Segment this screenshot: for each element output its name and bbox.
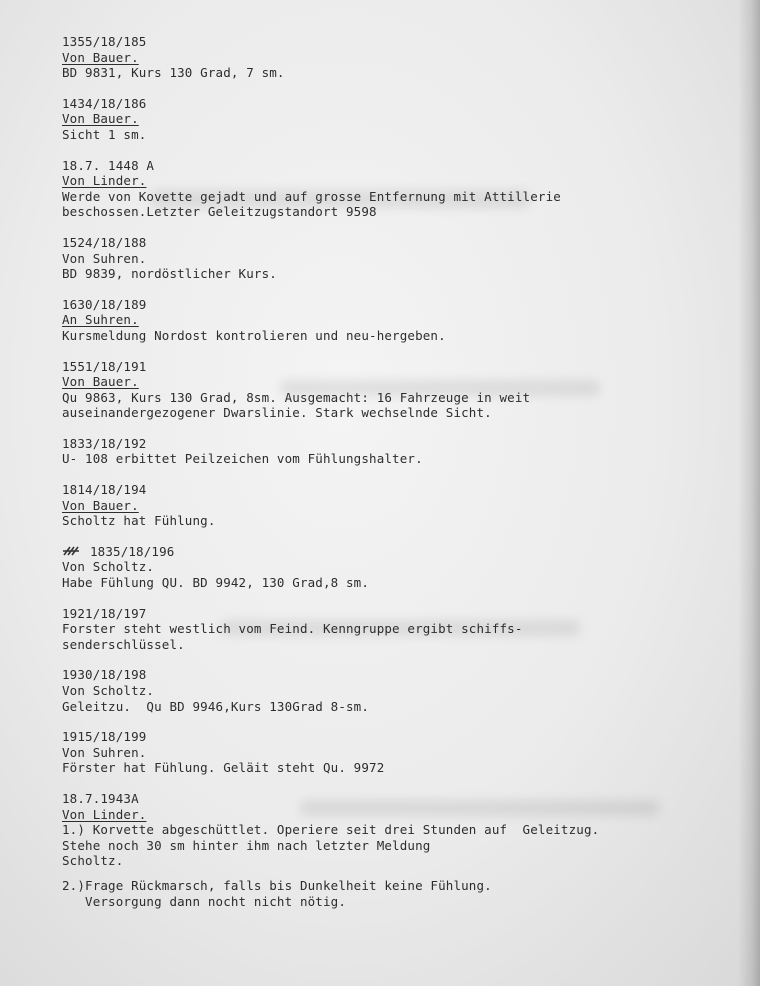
entry-header: 1921/18/197 <box>62 605 147 621</box>
entry-line: senderschlüssel. <box>62 636 185 652</box>
entry-line: Werde von Kovette gejadt und auf grosse Entfernung mit Attillerie <box>62 188 561 204</box>
log-entry <box>62 436 742 467</box>
entry-from: Von Bauer. <box>62 49 139 65</box>
entry-header: 1915/18/199 <box>62 729 147 745</box>
log-entry <box>62 297 742 344</box>
entry-from: Von Scholtz. <box>62 559 155 575</box>
entry-header: 18.7. 1448 A <box>62 157 155 173</box>
log-entry <box>62 34 742 81</box>
entry-line: BD 9839, nordöstlicher Kurs. <box>62 266 277 282</box>
entry-from: An Suhren. <box>62 312 139 328</box>
entry-spacer <box>62 869 742 878</box>
entry-from: Von Bauer. <box>62 497 139 513</box>
entry-header: 1551/18/191 <box>62 358 147 374</box>
entry-line: beschossen.Letzter Geleitzugstandort 9598 <box>62 204 377 220</box>
entry-line: Kursmeldung Nordost kontrolieren und neu-hergeben. <box>62 327 446 343</box>
entry-line: Scholtz. <box>62 853 124 869</box>
log-entry <box>62 96 742 143</box>
entry-header: 18.7.1943A <box>62 790 139 806</box>
entry-from: Von Scholtz. <box>62 683 155 698</box>
entry-line: U- 108 erbittet Peilzeichen vom Fühlungshalter. <box>62 451 423 467</box>
entry-line: Geleitzu. Qu BD 9946,Kurs 130Grad 8-sm. <box>62 698 370 714</box>
entry-header: 1524/18/188 <box>62 234 147 250</box>
log-entry <box>62 791 742 909</box>
log-entry <box>62 729 742 776</box>
entry-from: Von Suhren. <box>62 744 147 760</box>
log-entry <box>62 606 742 653</box>
entry-line: Scholtz hat Fühlung. <box>62 513 216 529</box>
entry-header: 1434/18/186 <box>62 95 147 111</box>
entry-header: 1630/18/189 <box>62 296 147 312</box>
log-entry <box>62 482 742 529</box>
log-entry <box>62 158 742 220</box>
log-entry <box>62 235 742 282</box>
entry-line: Stehe noch 30 sm hinter ihm nach letzter Meldung <box>62 837 431 853</box>
log-entry <box>62 544 742 591</box>
entry-header: 1355/18/185 <box>62 34 147 49</box>
entry-from: Von Bauer. <box>62 374 139 390</box>
entry-header: 1930/18/198 <box>62 667 147 683</box>
entry-from: Von Suhren. <box>62 250 147 266</box>
entry-line: Qu 9863, Kurs 130 Grad, 8sm. Ausgemacht: 16 Fahrzeuge in weit <box>62 389 531 405</box>
entry-line: BD 9831, Kurs 130 Grad, 7 sm. <box>62 65 285 81</box>
entry-line: Förster hat Fühlung. Geläit steht Qu. 9972 <box>62 760 385 776</box>
typed-log <box>62 34 742 924</box>
entry-line: 2.)Frage Rückmarsch, falls bis Dunkelheit keine Fühlung. <box>62 877 492 893</box>
entry-from: Von Linder. <box>62 806 147 822</box>
entry-header: 1814/18/194 <box>62 482 147 498</box>
entry-line: Habe Fühlung QU. BD 9942, 130 Grad,8 sm. <box>62 575 370 591</box>
entry-from: Von Linder. <box>62 173 147 189</box>
strikeout-mark <box>62 545 90 557</box>
entry-line: auseinandergezogener Dwarslinie. Stark wechselnde Sicht. <box>62 405 492 421</box>
entry-header: 1833/18/192 <box>62 435 147 451</box>
entry-line: Forster steht westlich vom Feind. Kenngruppe ergibt schiffs- <box>62 621 523 637</box>
entry-from: Von Bauer. <box>62 111 139 127</box>
entry-line: Versorgung dann nocht nicht nötig. <box>62 893 346 909</box>
entry-header: 1835/18/196 <box>90 543 175 559</box>
log-entry <box>62 667 742 714</box>
log-entry <box>62 359 742 421</box>
entry-line: 1.) Korvette abgeschüttlet. Operiere seit drei Stunden auf Geleitzug. <box>62 822 600 838</box>
entry-line: Sicht 1 sm. <box>62 126 147 142</box>
